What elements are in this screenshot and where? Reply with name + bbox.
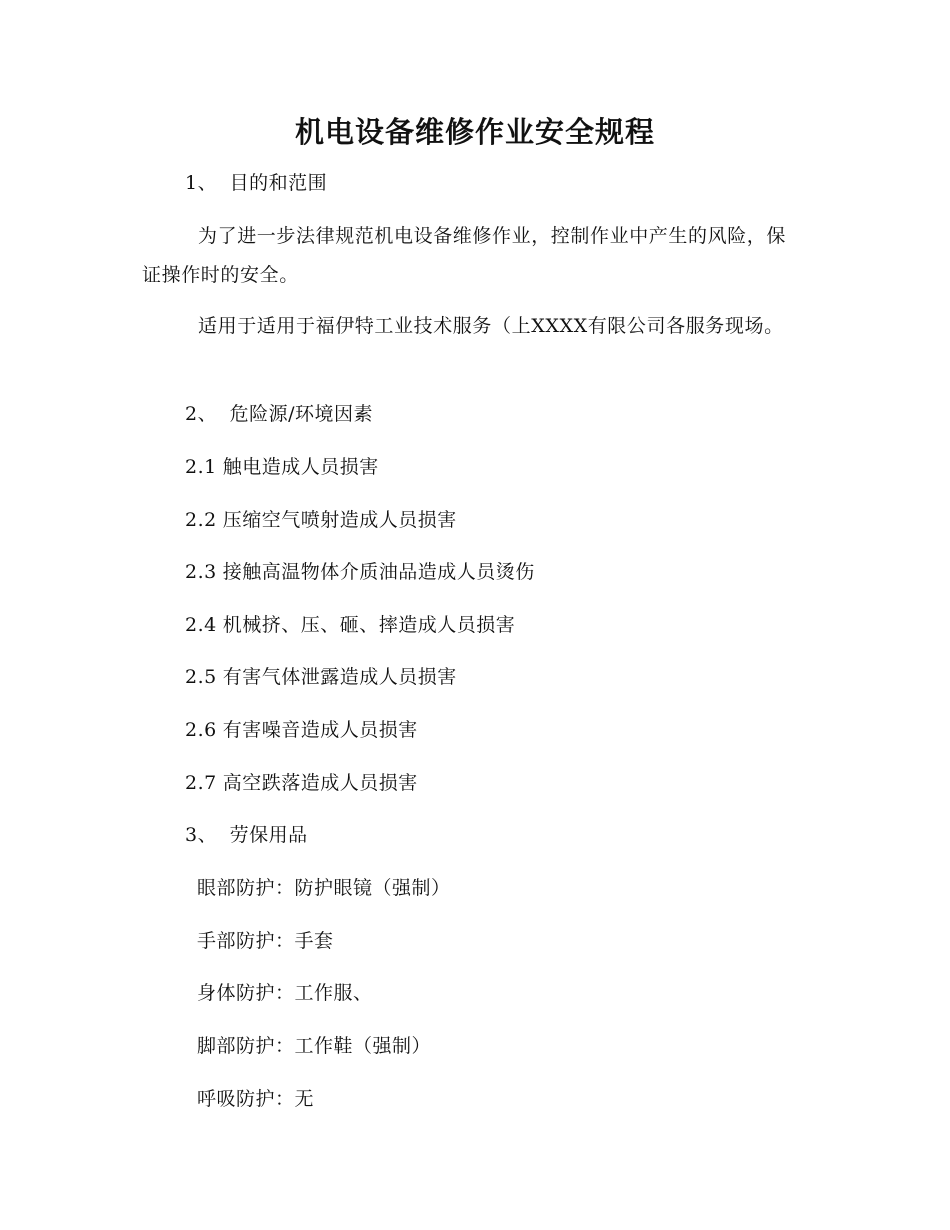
hazard-text: 触电造成人员损害 — [222, 456, 379, 478]
hazard-number: 2.3 — [185, 561, 217, 583]
hazard-text: 高空跌落造成人员损害 — [222, 772, 418, 794]
hazard-item — [185, 507, 457, 533]
hazard-text: 压缩空气喷射造成人员损害 — [222, 509, 457, 531]
ppe-body-item: 身体防护：工作服、 — [197, 982, 373, 1004]
hazard-item — [185, 612, 515, 638]
hazard-text: 机械挤、压、砸、摔造成人员损害 — [222, 614, 516, 636]
scope-paragraph: 适用于适用于福伊特工业技术服务（上XXXX有限公司各服务现场。 — [198, 315, 784, 337]
section-2-heading — [185, 401, 373, 427]
hazard-item — [185, 664, 457, 690]
ppe-hand-item: 手部防护：手套 — [197, 930, 334, 952]
section-number: 2、 — [185, 403, 218, 425]
hazard-item — [185, 454, 379, 480]
hazard-number: 2.7 — [185, 772, 217, 794]
hazard-item — [185, 717, 418, 743]
section-number: 3、 — [185, 824, 218, 846]
hazard-number: 2.6 — [185, 719, 217, 741]
section-title: 危险源/环境因素 — [229, 403, 374, 425]
hazard-text: 有害噪音造成人员损害 — [222, 719, 418, 741]
document-title: 机电设备维修作业安全规程 — [294, 115, 655, 149]
hazard-number: 2.2 — [185, 509, 217, 531]
section-1-heading — [185, 170, 327, 196]
section-title: 劳保用品 — [229, 824, 308, 846]
section-3-heading — [185, 822, 308, 848]
ppe-respiratory-item: 呼吸防护：无 — [197, 1088, 315, 1110]
hazard-number: 2.4 — [185, 614, 217, 636]
ppe-foot-item: 脚部防护：工作鞋（强制） — [197, 1035, 432, 1057]
section-number: 1、 — [185, 172, 218, 194]
hazard-number: 2.5 — [185, 666, 217, 688]
hazard-number: 2.1 — [185, 456, 217, 478]
hazard-item — [185, 770, 418, 796]
ppe-eye-item: 眼部防护：防护眼镜（强制） — [197, 877, 451, 899]
purpose-paragraph: 为了进一步法律规范机电设备维修作业，控制作业中产生的风险，保证操作时的安全。 — [142, 225, 787, 286]
hazard-text: 接触高温物体介质油品造成人员烫伤 — [222, 561, 535, 583]
hazard-text: 有害气体泄露造成人员损害 — [222, 666, 457, 688]
hazard-item — [185, 559, 535, 585]
section-title: 目的和范围 — [229, 172, 328, 194]
